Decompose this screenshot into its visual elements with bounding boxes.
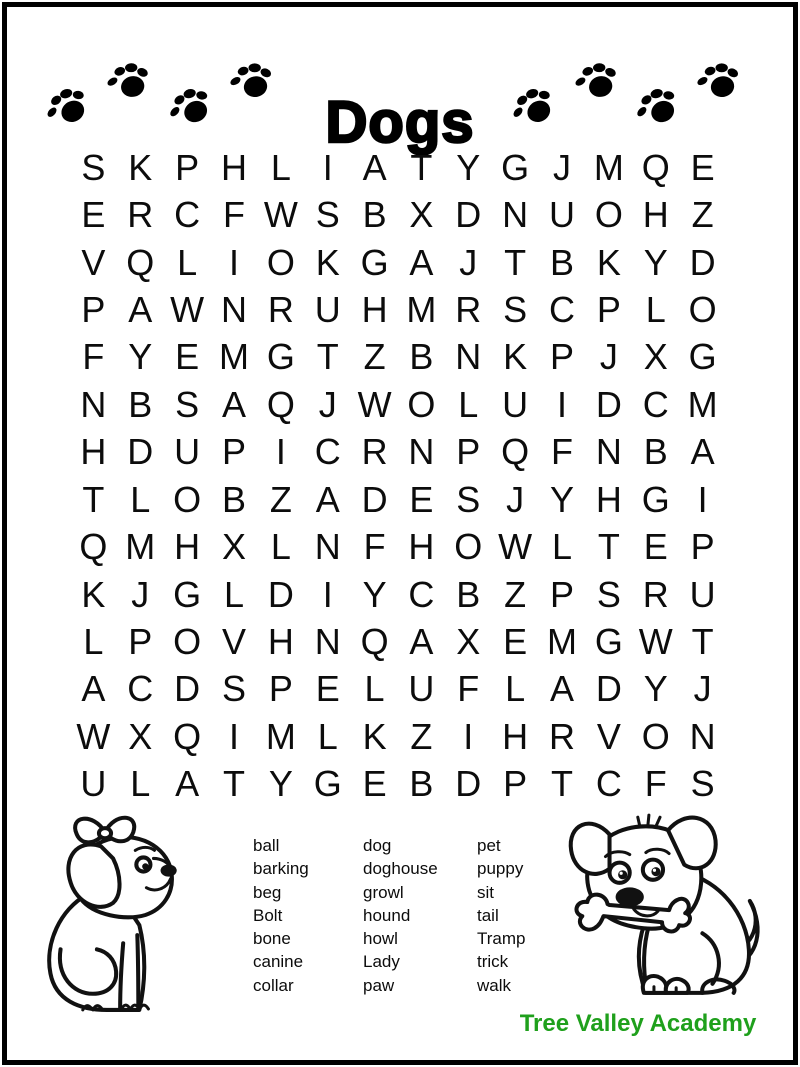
grid-letter: O xyxy=(688,288,717,330)
grid-letter: L xyxy=(458,383,479,425)
grid-letter: X xyxy=(221,526,246,568)
grid-letter: L xyxy=(223,573,244,615)
grid-letter: O xyxy=(594,194,623,236)
grid-letter: U xyxy=(408,668,435,710)
grid-letter: N xyxy=(502,194,529,236)
grid-letter: D xyxy=(595,383,622,425)
grid-letter: R xyxy=(548,715,575,757)
grid-letter: I xyxy=(322,573,333,615)
grid-letter: S xyxy=(596,573,621,615)
puppy-with-bow-illustration xyxy=(24,814,186,1016)
grid-letter: G xyxy=(641,478,670,520)
paw-print-icon xyxy=(509,84,559,131)
grid-letter: J xyxy=(693,668,712,710)
grid-letter: G xyxy=(313,763,342,805)
grid-letter: Q xyxy=(501,431,530,473)
letter-grid xyxy=(70,144,726,808)
grid-letter: H xyxy=(408,526,435,568)
grid-letter: M xyxy=(687,383,718,425)
grid-letter: B xyxy=(643,431,668,473)
grid-letter: I xyxy=(228,241,239,283)
grid-letter: D xyxy=(455,763,482,805)
grid-letter: L xyxy=(130,478,151,520)
grid-letter: X xyxy=(456,620,481,662)
grid-letter: P xyxy=(221,431,246,473)
grid-letter: E xyxy=(503,620,528,662)
word-list-column xyxy=(253,834,363,997)
grid-letter: L xyxy=(83,620,104,662)
word-list-item: ball xyxy=(253,836,280,855)
grid-letter: U xyxy=(80,763,107,805)
grid-letter: A xyxy=(409,620,434,662)
grid-letter: Y xyxy=(549,478,574,520)
grid-letter: B xyxy=(221,478,246,520)
grid-letter: N xyxy=(689,715,716,757)
grid-letter: A xyxy=(81,668,106,710)
word-list-column xyxy=(363,834,477,997)
grid-letter: G xyxy=(501,146,530,188)
grid-letter: Y xyxy=(456,146,481,188)
grid-letter: M xyxy=(406,288,437,330)
grid-letter: P xyxy=(268,668,293,710)
grid-letter: S xyxy=(81,146,106,188)
grid-letter: T xyxy=(504,241,527,283)
grid-letter: K xyxy=(503,336,528,378)
paw-print-icon xyxy=(694,59,743,105)
word-list-item: tail xyxy=(477,905,499,925)
grid-letter: L xyxy=(270,526,291,568)
grid-letter: I xyxy=(275,431,286,473)
grid-letter: D xyxy=(361,478,388,520)
grid-letter: E xyxy=(81,194,106,236)
grid-letter: E xyxy=(409,478,434,520)
grid-letter: D xyxy=(127,431,154,473)
grid-letter: K xyxy=(315,241,340,283)
grid-letter: O xyxy=(641,715,670,757)
grid-letter: F xyxy=(222,194,245,236)
grid-letter: Q xyxy=(79,526,108,568)
grid-letter: I xyxy=(463,715,474,757)
grid-letter: K xyxy=(596,241,621,283)
grid-letter: E xyxy=(175,336,200,378)
paw-print-icon xyxy=(573,60,621,104)
grid-letter: C xyxy=(595,763,622,805)
grid-letter: Z xyxy=(269,478,292,520)
grid-letter: L xyxy=(130,763,151,805)
grid-letter: N xyxy=(314,526,341,568)
grid-letter: Y xyxy=(128,336,153,378)
grid-letter: Z xyxy=(691,194,714,236)
grid-letter: X xyxy=(128,715,153,757)
grid-letter: Y xyxy=(268,763,293,805)
grid-letter: L xyxy=(317,715,338,757)
grid-letter: N xyxy=(220,288,247,330)
grid-letter: L xyxy=(645,288,666,330)
grid-letter: T xyxy=(82,478,105,520)
grid-letter: A xyxy=(409,241,434,283)
grid-letter: J xyxy=(552,146,571,188)
grid-letter: A xyxy=(362,146,387,188)
word-list-item: Lady xyxy=(363,952,400,972)
grid-letter: A xyxy=(690,431,715,473)
page-title: Dogs xyxy=(325,89,475,155)
branding-text: Tree Valley Academy xyxy=(519,1010,757,1037)
word-list-item: hound xyxy=(363,905,411,925)
grid-letter: W xyxy=(170,288,205,330)
word-list-item: dog xyxy=(363,836,392,855)
grid-letter: X xyxy=(409,194,434,236)
grid-letter: W xyxy=(357,383,392,425)
paw-print-icon xyxy=(227,59,276,105)
grid-letter: B xyxy=(456,573,481,615)
grid-letter: V xyxy=(81,241,106,283)
grid-letter: U xyxy=(689,573,716,615)
grid-letter: B xyxy=(409,763,434,805)
grid-letter: E xyxy=(315,668,340,710)
grid-letter: F xyxy=(82,336,105,378)
word-list-item: canine xyxy=(253,952,304,972)
grid-letter: H xyxy=(595,478,622,520)
grid-letter: M xyxy=(265,715,296,757)
word-list xyxy=(253,834,577,997)
grid-letter: P xyxy=(549,573,574,615)
grid-letter: W xyxy=(263,194,298,236)
grid-letter: H xyxy=(267,620,294,662)
grid-letter: T xyxy=(316,336,339,378)
grid-letter: M xyxy=(218,336,249,378)
grid-letter: J xyxy=(599,336,618,378)
grid-letter: T xyxy=(691,620,714,662)
grid-letter: O xyxy=(454,526,483,568)
grid-letter: C xyxy=(314,431,341,473)
grid-letter: Y xyxy=(643,668,668,710)
grid-letter: R xyxy=(642,573,669,615)
grid-letter: P xyxy=(596,288,621,330)
grid-letter: Q xyxy=(266,383,295,425)
grid-letter: L xyxy=(364,668,385,710)
grid-letter: D xyxy=(595,668,622,710)
grid-letter: B xyxy=(409,336,434,378)
grid-letter: Z xyxy=(363,336,386,378)
grid-letter: R xyxy=(267,288,294,330)
grid-letter: U xyxy=(548,194,575,236)
grid-letter: M xyxy=(546,620,577,662)
grid-letter: Y xyxy=(362,573,387,615)
grid-letter: K xyxy=(128,146,153,188)
word-list-item: growl xyxy=(363,882,404,902)
word-list-item: beg xyxy=(253,882,282,902)
grid-letter: P xyxy=(503,763,528,805)
grid-letter: Q xyxy=(126,241,155,283)
grid-letter: W xyxy=(76,715,111,757)
grid-letter: G xyxy=(266,336,295,378)
grid-letter: V xyxy=(221,620,246,662)
grid-letter: O xyxy=(173,620,202,662)
grid-letter: D xyxy=(174,668,201,710)
grid-letter: P xyxy=(690,526,715,568)
word-list-item: pet xyxy=(477,836,501,855)
grid-letter: N xyxy=(408,431,435,473)
grid-letter: L xyxy=(177,241,198,283)
grid-letter: T xyxy=(550,763,573,805)
word-list-item: collar xyxy=(253,975,294,995)
paw-print-icon xyxy=(633,85,682,131)
grid-letter: J xyxy=(318,383,337,425)
grid-letter: P xyxy=(175,146,200,188)
grid-letter: I xyxy=(228,715,239,757)
grid-letter: S xyxy=(221,668,246,710)
grid-letter: G xyxy=(360,241,389,283)
grid-letter: B xyxy=(549,241,574,283)
grid-letter: W xyxy=(638,620,673,662)
grid-letter: P xyxy=(81,288,106,330)
grid-letter: F xyxy=(457,668,480,710)
grid-letter: U xyxy=(174,431,201,473)
grid-letter: D xyxy=(455,194,482,236)
grid-letter: L xyxy=(551,526,572,568)
grid-letter: Z xyxy=(410,715,433,757)
grid-letter: Z xyxy=(504,573,527,615)
grid-letter: P xyxy=(128,620,153,662)
grid-letter: H xyxy=(80,431,107,473)
grid-letter: J xyxy=(506,478,525,520)
grid-letter: R xyxy=(361,431,388,473)
word-list-item: doghouse xyxy=(363,859,438,879)
grid-letter: C xyxy=(548,288,575,330)
grid-letter: H xyxy=(361,288,388,330)
grid-letter: G xyxy=(594,620,623,662)
grid-letter: A xyxy=(315,478,340,520)
word-list-item: sit xyxy=(477,882,494,902)
grid-letter: T xyxy=(410,146,433,188)
grid-letter: T xyxy=(222,763,245,805)
grid-letter: N xyxy=(595,431,622,473)
puppy-with-bone-illustration xyxy=(553,800,765,1002)
grid-letter: R xyxy=(455,288,482,330)
grid-letter: G xyxy=(173,573,202,615)
paw-print-icon xyxy=(105,60,153,104)
grid-letter: F xyxy=(644,763,667,805)
grid-letter: C xyxy=(408,573,435,615)
word-list-item: howl xyxy=(363,929,398,949)
grid-letter: H xyxy=(502,715,529,757)
grid-letter: E xyxy=(362,763,387,805)
grid-letter: Q xyxy=(173,715,202,757)
grid-letter: R xyxy=(127,194,154,236)
grid-letter: E xyxy=(690,146,715,188)
grid-letter: D xyxy=(267,573,294,615)
grid-letter: V xyxy=(596,715,621,757)
grid-letter: B xyxy=(128,383,153,425)
grid-letter: L xyxy=(505,668,526,710)
grid-letter: S xyxy=(456,478,481,520)
word-list-item: bone xyxy=(253,929,291,949)
grid-letter: U xyxy=(502,383,529,425)
grid-letter: O xyxy=(173,478,202,520)
grid-letter: D xyxy=(689,241,716,283)
word-list-item: Bolt xyxy=(253,905,283,925)
grid-letter: G xyxy=(688,336,717,378)
word-list-item: paw xyxy=(363,975,395,995)
word-list-item: barking xyxy=(253,859,309,879)
grid-letter: X xyxy=(643,336,668,378)
word-list-item: puppy xyxy=(477,859,524,879)
grid-letter: F xyxy=(550,431,573,473)
grid-letter: C xyxy=(642,383,669,425)
grid-letter: S xyxy=(315,194,340,236)
grid-letter: H xyxy=(220,146,247,188)
grid-letter: M xyxy=(125,526,156,568)
grid-letter: B xyxy=(362,194,387,236)
grid-letter: M xyxy=(593,146,624,188)
grid-letter: I xyxy=(322,146,333,188)
word-list-item: trick xyxy=(477,952,509,972)
word-list-item: walk xyxy=(477,975,512,995)
word-list-item: Tramp xyxy=(477,929,526,949)
paw-print-icon xyxy=(43,84,93,131)
grid-letter: P xyxy=(549,336,574,378)
grid-letter: A xyxy=(175,763,200,805)
grid-letter: C xyxy=(174,194,201,236)
grid-letter: L xyxy=(270,146,291,188)
grid-letter: T xyxy=(597,526,620,568)
grid-letter: W xyxy=(498,526,533,568)
grid-letter: N xyxy=(314,620,341,662)
grid-letter: K xyxy=(81,573,106,615)
grid-letter: H xyxy=(642,194,669,236)
grid-letter: F xyxy=(363,526,386,568)
grid-letter: J xyxy=(459,241,478,283)
grid-letter: N xyxy=(80,383,107,425)
grid-letter: O xyxy=(407,383,436,425)
grid-letter: J xyxy=(131,573,150,615)
grid-letter: S xyxy=(690,763,715,805)
grid-letter: I xyxy=(556,383,567,425)
grid-letter: P xyxy=(456,431,481,473)
grid-letter: N xyxy=(455,336,482,378)
grid-letter: I xyxy=(697,478,708,520)
grid-letter: A xyxy=(221,383,246,425)
grid-letter: Y xyxy=(643,241,668,283)
grid-letter: Q xyxy=(360,620,389,662)
grid-letter: C xyxy=(127,668,154,710)
grid-letter: Q xyxy=(641,146,670,188)
grid-letter: S xyxy=(175,383,200,425)
grid-letter: A xyxy=(549,668,574,710)
grid-letter: K xyxy=(362,715,387,757)
grid-letter: H xyxy=(174,526,201,568)
grid-letter: U xyxy=(314,288,341,330)
grid-letter: E xyxy=(643,526,668,568)
grid-letter: A xyxy=(128,288,153,330)
paw-print-icon xyxy=(166,85,215,131)
grid-letter: S xyxy=(503,288,528,330)
grid-letter: O xyxy=(266,241,295,283)
